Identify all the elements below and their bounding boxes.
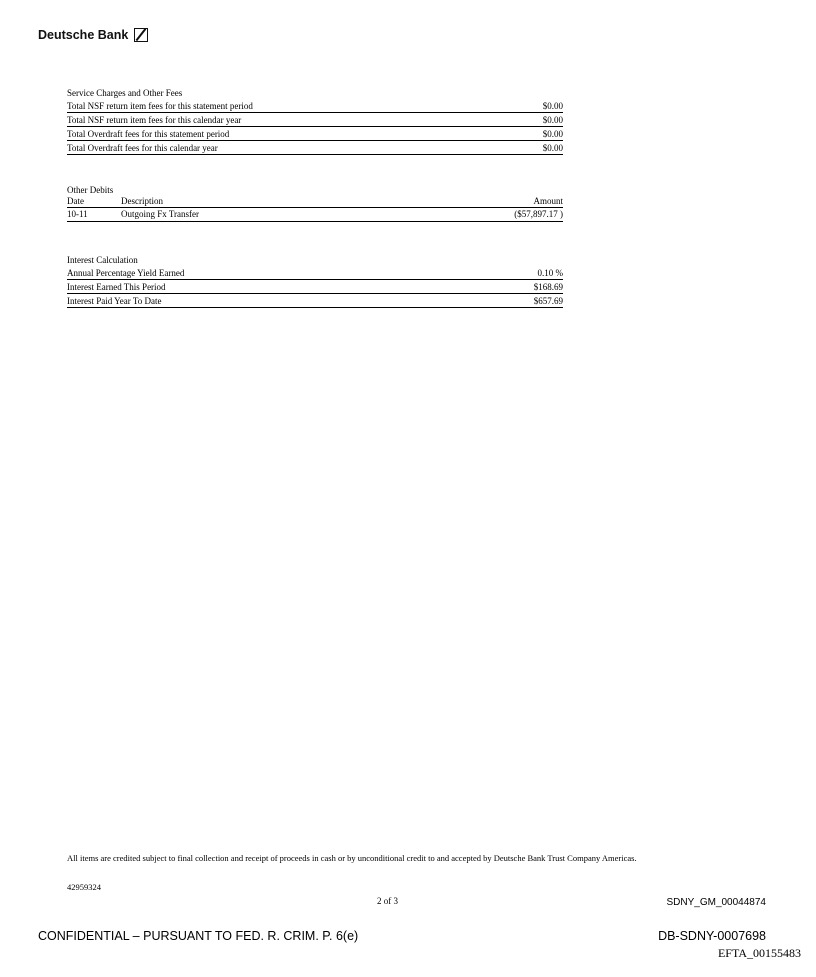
page-number: 2 of 3 [377, 896, 398, 906]
bank-name: Deutsche Bank [38, 28, 129, 42]
fee-row [67, 127, 563, 141]
fee-label: Total Overdraft fees for this statement period [67, 129, 230, 139]
confidential-notice: CONFIDENTIAL – PURSUANT TO FED. R. CRIM. P. 6(e) [38, 929, 359, 943]
bates-number-db: DB-SDNY-0007698 [658, 929, 766, 943]
fee-label: Total Overdraft fees for this calendar year [67, 143, 218, 153]
fee-row [67, 141, 563, 155]
fee-label: Total NSF return item fees for this calendar year [67, 115, 242, 125]
interest-value: 0.10 % [537, 268, 563, 278]
other-debits-section [67, 185, 563, 222]
bank-logo [38, 28, 148, 42]
interest-row [67, 294, 563, 308]
column-header-amount: Amount [533, 196, 563, 206]
interest-label: Annual Percentage Yield Earned [67, 268, 185, 278]
debits-header-row [67, 196, 563, 208]
fee-value: $0.00 [542, 115, 563, 125]
fee-value: $0.00 [542, 101, 563, 111]
section-title: Other Debits [67, 185, 114, 195]
service-charges-section [67, 88, 563, 155]
interest-label: Interest Paid Year To Date [67, 296, 162, 306]
bates-number-gm: SDNY_GM_00044874 [666, 897, 766, 908]
fee-value: $0.00 [542, 129, 563, 139]
deutsche-bank-slash-icon [134, 28, 148, 42]
debit-row [67, 208, 563, 222]
section-title: Interest Calculation [67, 255, 138, 265]
interest-value: $657.69 [533, 296, 563, 306]
fee-label: Total NSF return item fees for this statement period [67, 101, 253, 111]
interest-row [67, 266, 563, 280]
interest-label: Interest Earned This Period [67, 282, 166, 292]
debit-description: Outgoing Fx Transfer [121, 209, 200, 219]
fee-row [67, 113, 563, 127]
column-header-description: Description [121, 196, 163, 206]
column-header-date: Date [67, 196, 84, 206]
bates-number-efta: EFTA_00155483 [717, 946, 801, 960]
fee-value: $0.00 [542, 143, 563, 153]
credit-disclaimer: All items are credited subject to final collection and receipt of proceeds in cash or by unconditional credit to and accepted by Deutsche Bank Trust Company Americas. [67, 853, 637, 863]
account-number: 42959324 [67, 882, 101, 892]
fee-row [67, 99, 563, 113]
interest-value: $168.69 [533, 282, 563, 292]
interest-section [67, 255, 563, 308]
debit-amount: ($57,897.17 ) [514, 209, 563, 219]
debit-date: 10-11 [67, 209, 88, 219]
interest-row [67, 280, 563, 294]
section-title: Service Charges and Other Fees [67, 88, 183, 98]
